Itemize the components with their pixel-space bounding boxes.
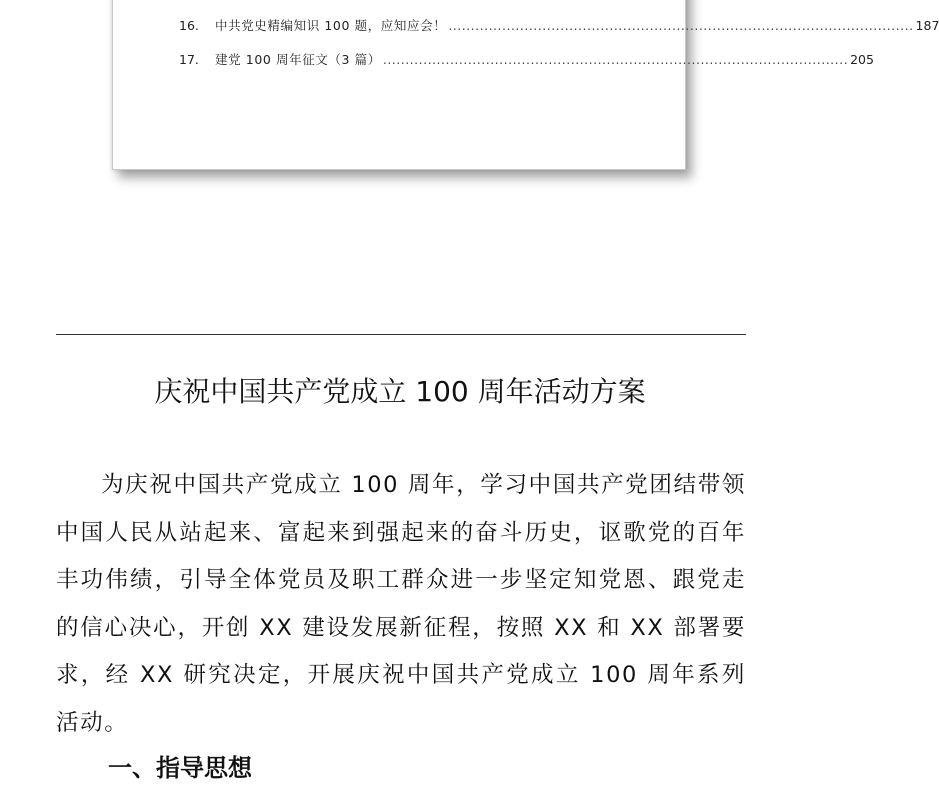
intro-paragraph: 为庆祝中国共产党成立 100 周年，学习中国共产党团结带领中国人民从站起来、富起来到强起来的奋斗历史，讴歌党的百年丰功伟绩，引导全体党员及职工群众进一步坚定知党恩、跟党走的信心决心，开创 XX 建设发展新征程，按照 XX 和 XX 部署要求，经 XX 研究决定，开展庆祝中国共产党成立 100 周年系列活动。 [56,472,746,736]
section-divider [56,334,746,335]
document-title: 庆祝中国共产党成立 100 周年活动方案 [154,375,646,408]
toc-entry-number: 16. [179,18,199,33]
toc-entry[interactable] [179,16,939,34]
toc-dot-leader: ........................................................................................................ [382,52,849,67]
toc-entry-page: 187 [915,18,939,33]
toc-dot-leader: ........................................................................................................ [448,18,914,33]
toc-entry-number: 17. [179,52,199,67]
toc-entry-page: 205 [850,52,874,67]
toc-page-card [112,0,939,170]
toc-entry[interactable] [179,50,874,68]
toc-entry-title: 中共党史精编知识 100 题，应知应会！ [215,18,447,33]
section-heading: 一、指导思想 [108,754,252,782]
toc-entry-title: 建党 100 周年征文（3 篇） [215,52,381,67]
